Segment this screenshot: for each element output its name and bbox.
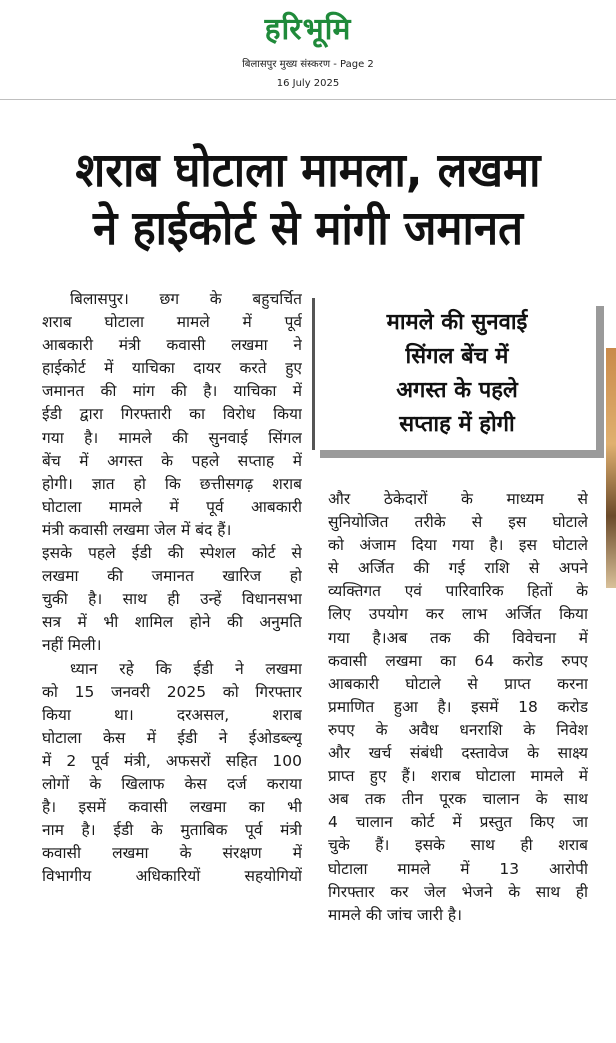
body-line: जमानत की मांग की है। याचिका में xyxy=(42,382,302,401)
pull-quote-box xyxy=(312,298,596,450)
body-line: में 2 पूर्व मंत्री, अफसरों सहित 100 xyxy=(42,751,302,770)
body-line: बिलासपुर। छग के बहुचर्चित xyxy=(70,290,302,308)
body-line: को 15 जनवरी 2025 को गिरफ्तार xyxy=(42,682,302,701)
body-line: घोटाला केस में ईडी ने ईओडब्ल्यू xyxy=(42,728,302,747)
body-line: लखमा की जमानत खारिज हो xyxy=(42,567,302,586)
body-line: गया है।अब तक की विवेचना में xyxy=(328,628,588,647)
headline-line-1: शराब घोटाला मामला, लखमा xyxy=(75,143,541,198)
body-line: कवासी लखमा का 64 करोड रुपए xyxy=(328,651,588,670)
body-line: ध्यान रहे कि ईडी ने लखमा xyxy=(70,659,302,678)
body-line: प्रमाणित हुआ है। इसमें 18 करोड xyxy=(328,697,588,716)
edition-date: 16 July 2025 xyxy=(276,78,340,89)
body-line: आबकारी मंत्री कवासी लखमा ने xyxy=(42,336,302,355)
edition-label: बिलासपुर मुख्य संस्करण - Page 2 xyxy=(242,59,374,70)
body-line: अब तक तीन पूरक चालान के साथ xyxy=(328,790,588,809)
pull-quote-line: सिंगल बेंच में xyxy=(405,344,509,369)
body-line: विभागीय अधिकारियों सहयोगियों xyxy=(42,867,302,886)
headline-line-2: ने हाईकोर्ट से मांगी जमानत xyxy=(92,201,524,256)
body-line: शराब घोटाला मामले में पूर्व xyxy=(42,313,302,332)
body-line: और ठेकेदारों के माध्यम से xyxy=(328,490,588,508)
body-line: सत्र में भी शामिल होने की अनुमति xyxy=(42,613,302,632)
body-line: गिरफ्तार कर जेल भेजने के साथ ही xyxy=(328,882,588,901)
body-line: किया था। दरअसल, शराब xyxy=(42,705,302,724)
body-line: चुकी है। साथ ही उन्हें विधानसभा xyxy=(42,590,302,609)
body-line: प्राप्त हुए हैं। शराब घोटाला मामले में xyxy=(328,767,588,786)
pull-quote-line: मामले की सुनवाई xyxy=(386,310,528,335)
body-line: है। इसमें कवासी लखमा का भी xyxy=(42,798,302,817)
body-line: घोटाला मामले में 13 आरोपी xyxy=(328,859,588,878)
body-line: चुके हैं। इसके साथ ही शराब xyxy=(328,836,588,855)
body-line: लिए उपयोग कर लाभ अर्जित किया xyxy=(328,605,588,624)
body-line: कवासी लखमा के संरक्षण में xyxy=(42,844,302,863)
body-line: व्यक्तिगत एवं पारिवारिक हितों के xyxy=(328,582,588,601)
body-line: घोटाला मामले में पूर्व आबकारी xyxy=(42,497,302,516)
masthead xyxy=(0,0,616,100)
body-line: को अंजाम दिया गया है। इस घोटाले xyxy=(328,536,588,555)
newspaper-logo: हरिभूमि xyxy=(264,12,352,47)
body-line: मामले की जांच जारी है। xyxy=(328,905,463,924)
pull-quote-text xyxy=(315,306,599,442)
body-line: लोगों के खिलाफ केस दर्ज कराया xyxy=(42,774,302,793)
body-line: मंत्री कवासी लखमा जेल में बंद हैं। xyxy=(42,520,232,539)
body-line: हाईकोर्ट में याचिका दायर करते हुए xyxy=(42,359,302,378)
article-column-2 xyxy=(328,488,588,927)
body-line: बेंच में अगस्त के पहले सप्ताह में xyxy=(42,451,302,470)
adjacent-photo-fragment xyxy=(606,348,616,588)
body-line: से अर्जित की गई राशि से अपने xyxy=(328,559,588,578)
pull-quote-line: सप्ताह में होगी xyxy=(399,412,515,437)
article-headline xyxy=(38,142,577,258)
body-line: गया है। मामले की सुनवाई सिंगल xyxy=(42,428,302,447)
body-line: होगी। ज्ञात हो कि छत्तीसगढ़ शराब xyxy=(42,474,302,493)
article-column-1 xyxy=(42,288,302,888)
masthead-divider xyxy=(0,99,616,100)
body-line: आबकारी घोटाले से प्राप्त करना xyxy=(328,674,588,693)
body-line: ईडी द्वारा गिरफ्तारी का विरोध किया xyxy=(42,405,302,424)
body-line: रुपए के अवैध धनराशि के निवेश xyxy=(328,720,588,739)
body-line: नहीं मिली। xyxy=(42,636,102,655)
body-line: नाम है। ईडी के मुताबिक पूर्व मंत्री xyxy=(42,821,302,840)
body-line: 4 चालान कोर्ट में प्रस्तुत किए जा xyxy=(328,813,588,832)
body-line: और खर्च संबंधी दस्तावेज के साक्ष्य xyxy=(328,744,588,763)
body-line: इसके पहले ईडी की स्पेशल कोर्ट से xyxy=(42,544,302,563)
pull-quote-line: अगस्त के पहले xyxy=(396,378,518,403)
body-line: सुनियोजित तरीके से इस घोटाले xyxy=(328,513,588,532)
